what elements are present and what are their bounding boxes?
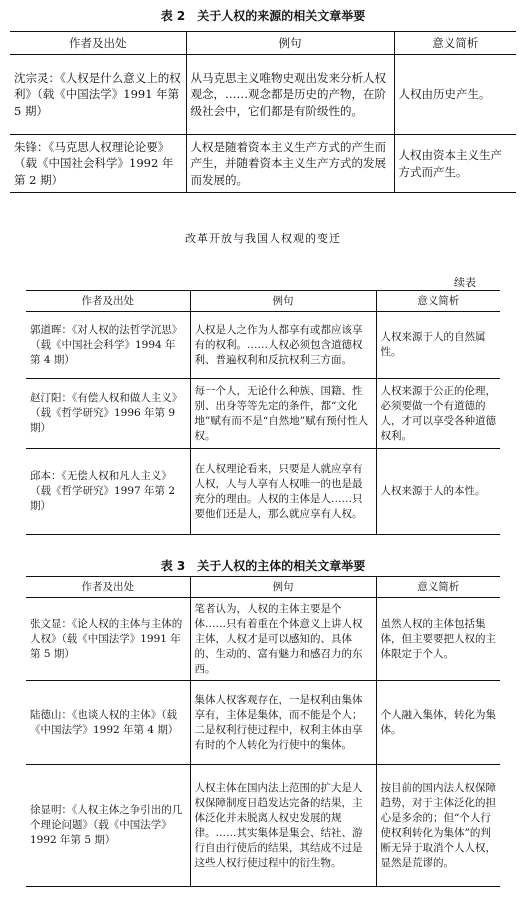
analysis-cell: 按目前的国内法人权保障趋势，对于主体泛化的担心是多余的；但“个人行使权利转化为集体”的判断无异于取消个人人权，显然是荒谬的。 — [376, 765, 500, 887]
analysis-cell: 人权来源于人的自然属性。 — [376, 312, 500, 379]
author-cell: 朱锋：《马克思人权理论论要》（载《中国社会科学》1992 年第 2 期） — [10, 135, 186, 193]
table3 — [26, 576, 500, 887]
table-header-row — [26, 291, 500, 312]
table2-title: 表 2 关于人权的来源的相关文章举要 — [160, 9, 366, 23]
example-cell: 人权是人之作为人都享有或都应该享有的权利。……人权必须包含道德权利、普遍权利和反抗权利三方面。 — [190, 312, 376, 379]
table2-continued — [26, 290, 500, 535]
example-cell: 人权是随着资本主义生产方式的产生而产生，并随着资本主义生产方式的发展而发展的。 — [186, 135, 394, 193]
example-cell: 笔者认为，人权的主体主要是个体……只有着重在个体意义上讲人权主体，人权才是可以感知的、具体的、生动的、富有魅力和感召力的东西。 — [190, 598, 376, 681]
column-header-example: 例句 — [190, 291, 376, 312]
table-row — [26, 449, 500, 535]
column-header-analysis: 意义简析 — [394, 32, 516, 55]
column-header-author: 作者及出处 — [26, 577, 190, 598]
example-cell: 每一个人，无论什么种族、国籍、性别、出身等等先定的条件，都“文化地”赋有而不是“自然地”赋有预付性人权。 — [190, 379, 376, 449]
author-cell: 沈宗灵：《人权是什么意义上的权利》（载《中国法学》1991 年第 5 期） — [10, 55, 186, 135]
example-cell: 从马克思主义唯物史观出发来分析人权观念，……观念都是历史的产物，在阶级社会中，它们都是有阶级性的。 — [186, 55, 394, 135]
table-row — [26, 681, 500, 765]
analysis-cell: 虽然人权的主体包括集体，但主要要把人权的主体限定于个人。 — [376, 598, 500, 681]
column-header-example: 例句 — [186, 32, 394, 55]
page-header: 改革开放与我国人权观的变迁 — [185, 232, 341, 245]
column-header-author: 作者及出处 — [26, 291, 190, 312]
table-row — [26, 598, 500, 681]
example-cell: 人权主体在国内法上范围的扩大是人权保障制度日趋发达完备的结果，主体泛化并未脱离人权史发展的规律。……其实集体是集会、结社、游行自由行使后的结果，其结成不过是这些人权行使过程中的衍生物。 — [190, 765, 376, 887]
author-cell: 邱本：《无偿人权和凡人主义》（载《哲学研究》1997 年第 2 期） — [26, 449, 190, 535]
example-cell: 集体人权客观存在，一是权利由集体享有，主体是集体，而不能是个人；二是权利行使过程中，权利主体由享有时的个人转化为行使中的集体。 — [190, 681, 376, 765]
table-row — [26, 379, 500, 449]
table-row — [10, 55, 516, 135]
author-cell: 张文显：《论人权的主体与主体的人权》（载《中国法学》1991 年第 5 期） — [26, 598, 190, 681]
table3-title: 表 3 关于人权的主体的相关文章举要 — [160, 559, 366, 573]
column-header-analysis: 意义简析 — [376, 291, 500, 312]
column-header-example: 例句 — [190, 577, 376, 598]
analysis-cell: 人权来源于公正的伦理，必须要做一个有道德的人，才可以享受各种道德权利。 — [376, 379, 500, 449]
table-header-row — [26, 577, 500, 598]
table2 — [10, 31, 516, 193]
column-header-analysis: 意义简析 — [376, 577, 500, 598]
analysis-cell: 人权由资本主义生产方式而产生。 — [394, 135, 516, 193]
continued-label: 续表 — [454, 276, 476, 289]
analysis-cell: 个人融入集体，转化为集体。 — [376, 681, 500, 765]
author-cell: 陆德山：《也谈人权的主体》（载《中国法学》1992 年第 4 期） — [26, 681, 190, 765]
table-row — [26, 765, 500, 887]
table-header-row — [10, 32, 516, 55]
table-row — [26, 312, 500, 379]
column-header-author: 作者及出处 — [10, 32, 186, 55]
author-cell: 赵汀阳：《有偿人权和做人主义》（载《哲学研究》1996 年第 9 期） — [26, 379, 190, 449]
table-row — [10, 135, 516, 193]
example-cell: 在人权理论看来，只要是人就应享有人权，人与人享有人权唯一的也是最充分的理由。人权的主体是人……只要他们还是人，那么就应享有人权。 — [190, 449, 376, 535]
author-cell: 郭道晖：《对人权的法哲学沉思》（载《中国社会科学》1994 年第 4 期） — [26, 312, 190, 379]
analysis-cell: 人权来源于人的本性。 — [376, 449, 500, 535]
analysis-cell: 人权由历史产生。 — [394, 55, 516, 135]
author-cell: 徐显明：《人权主体之争引出的几个理论问题》（载《中国法学》1992 年第 5 期） — [26, 765, 190, 887]
